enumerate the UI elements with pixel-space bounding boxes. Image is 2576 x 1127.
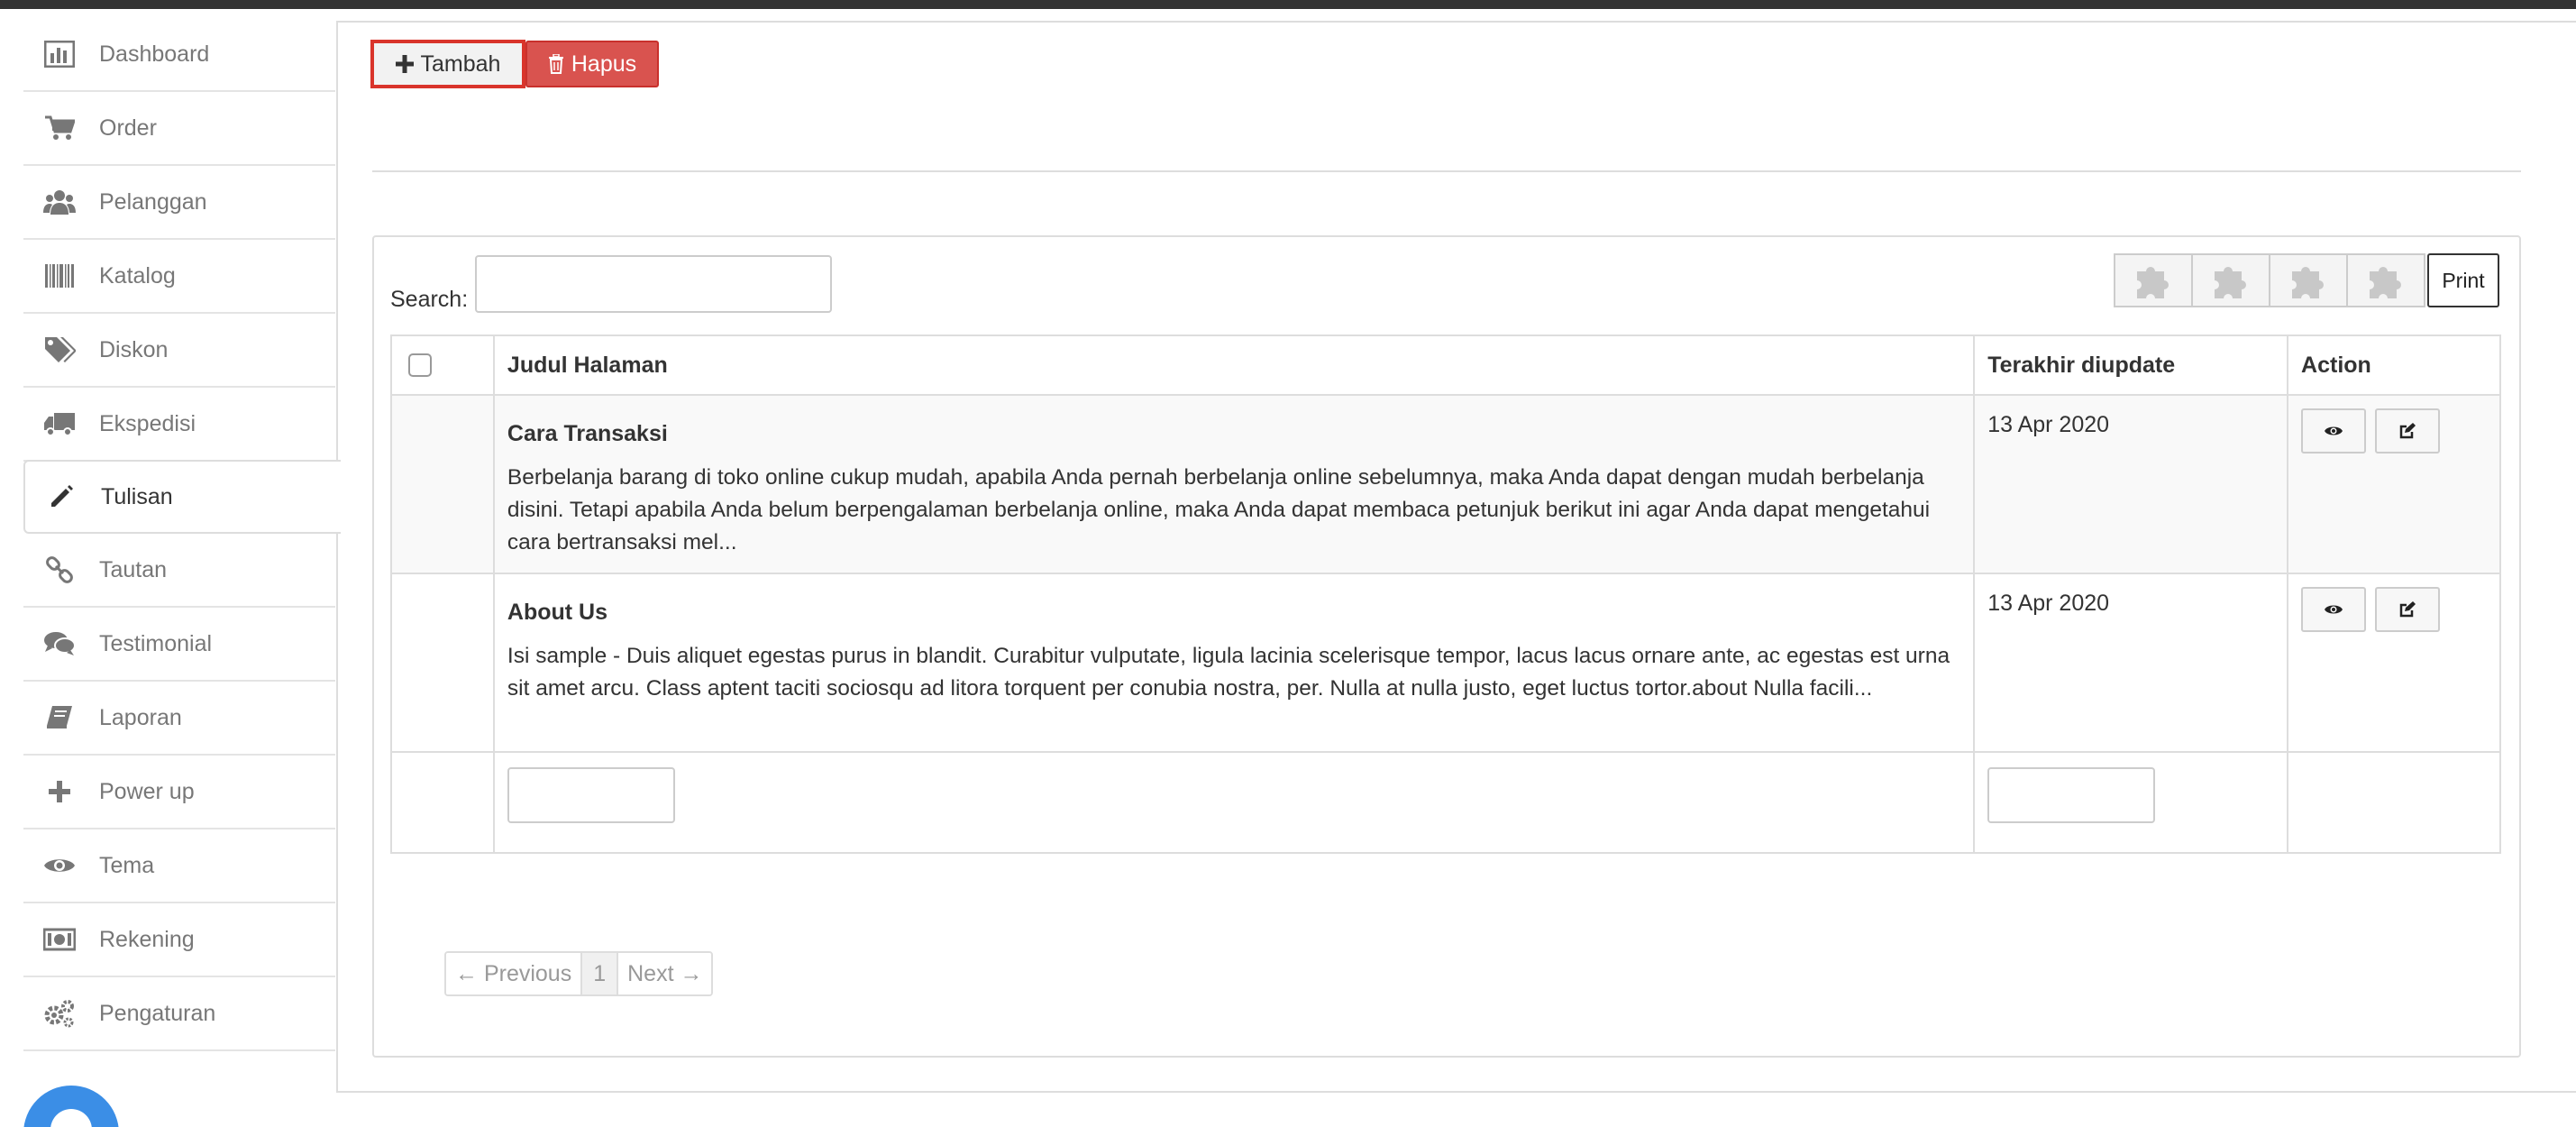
- puzzle-icon: [2287, 259, 2330, 302]
- eye-icon: [43, 849, 76, 882]
- gears-icon: [43, 997, 76, 1030]
- row-title-cell: [494, 395, 1974, 573]
- tags-icon: [43, 334, 76, 366]
- link-icon: [43, 554, 76, 586]
- edit-icon: [2398, 600, 2416, 618]
- header-updated[interactable]: Terakhir diupdate: [1974, 335, 2288, 395]
- money-icon: [43, 923, 76, 956]
- edit-button[interactable]: [2375, 408, 2440, 454]
- row-action-cell: [2288, 573, 2500, 752]
- sidebar-item-label: Rekening: [99, 926, 195, 952]
- tool-button-3[interactable]: [2269, 253, 2348, 307]
- sidebar-item-label: Tautan: [99, 556, 168, 582]
- sidebar-item-laporan[interactable]: [23, 682, 335, 756]
- view-button[interactable]: [2301, 587, 2366, 632]
- cart-icon: [43, 112, 76, 144]
- chat-launcher-button[interactable]: [23, 1086, 119, 1127]
- sidebar-item-pengaturan[interactable]: [23, 977, 335, 1051]
- print-button[interactable]: Print: [2427, 253, 2499, 307]
- row-title: Cara Transaksi: [507, 421, 668, 446]
- main-panel: [336, 21, 2576, 1093]
- sidebar-item-tulisan[interactable]: [23, 460, 341, 534]
- table-header-row: [391, 335, 2500, 395]
- bar-chart-icon: [43, 38, 76, 70]
- view-button[interactable]: [2301, 408, 2366, 454]
- sidebar-item-testimonial[interactable]: [23, 608, 335, 682]
- chat-icon: [50, 1109, 92, 1127]
- search-input[interactable]: [475, 255, 832, 313]
- row-check-cell: [391, 573, 494, 752]
- edit-button[interactable]: [2375, 587, 2440, 632]
- date-filter-input[interactable]: [1987, 767, 2155, 823]
- row-title-cell: [494, 573, 1974, 752]
- sidebar-item-label: Pelanggan: [99, 188, 207, 215]
- title-filter-input[interactable]: [507, 767, 675, 823]
- table-panel: [372, 235, 2521, 1058]
- pagination: [444, 951, 713, 996]
- row-date-cell: [1974, 573, 2288, 752]
- sidebar-item-label: Katalog: [99, 262, 176, 289]
- puzzle-icon: [2364, 259, 2407, 302]
- add-button[interactable]: [370, 40, 525, 88]
- sidebar-item-label: Laporan: [99, 704, 182, 730]
- barcode-icon: [43, 260, 76, 292]
- puzzle-icon: [2209, 259, 2252, 302]
- header-action: Action: [2288, 335, 2500, 395]
- add-button-label: Tambah: [420, 50, 501, 77]
- table-row: [391, 395, 2500, 573]
- row-check-cell: [391, 395, 494, 573]
- top-bar: [0, 0, 2576, 9]
- tool-button-4[interactable]: [2346, 253, 2425, 307]
- book-icon: [43, 701, 76, 734]
- sidebar-item-order[interactable]: [23, 92, 335, 166]
- sidebar-item-label: Pengaturan: [99, 1000, 216, 1026]
- sidebar-item-label: Testimonial: [99, 630, 213, 656]
- sidebar-item-dashboard[interactable]: [23, 18, 335, 92]
- row-updated: 13 Apr 2020: [1987, 591, 2110, 616]
- row-excerpt: Isi sample - Duis aliquet egestas purus in blandit. Curabitur vulputate, ligula lacinia scelerisque tempor, lacus lacus ornare ante, ac egestas est urna sit amet arcu. Class aptent taciti sociosqu ad litora torquent per conubia nostra, per. Nulla at nulla justo, eget luctus tortor.about Nulla facili...: [507, 644, 1950, 701]
- sidebar-item-power-up[interactable]: [23, 756, 335, 829]
- header-title[interactable]: Judul Halaman: [494, 335, 1974, 395]
- filter-check-cell: [391, 752, 494, 853]
- sidebar-nav: [23, 18, 335, 1051]
- filter-title-cell: [494, 752, 1974, 853]
- sidebar-item-label: Dashboard: [99, 41, 210, 67]
- sidebar-item-label: Order: [99, 115, 157, 141]
- eye-icon: [2324, 425, 2343, 437]
- filter-row: [391, 752, 2500, 853]
- tool-button-1[interactable]: [2114, 253, 2193, 307]
- search-label: Search:: [390, 287, 469, 312]
- row-excerpt: Berbelanja barang di toko online cukup mudah, apabila Anda pernah berbelanja online sebelumnya, maka Anda dapat dengan mudah berbelanja disini. Tetapi apabila Anda belum berpengalaman berbelanja online, maka Anda dapat membaca petunjuk berikut ini agar Anda dapat mengetahui cara bertransaksi mel...: [507, 465, 1931, 554]
- eye-icon: [2324, 603, 2343, 616]
- sidebar-item-label: Diskon: [99, 336, 169, 362]
- divider: [372, 170, 2521, 172]
- trash-icon: [548, 54, 564, 74]
- sidebar-item-rekening[interactable]: [23, 903, 335, 977]
- sidebar-item-tautan[interactable]: [23, 534, 335, 608]
- edit-icon: [2398, 422, 2416, 440]
- sidebar-item-pelanggan[interactable]: [23, 166, 335, 240]
- delete-button-label: Hapus: [571, 50, 637, 77]
- plus-icon: [396, 55, 414, 73]
- table-row: [391, 573, 2500, 752]
- sidebar-item-diskon[interactable]: [23, 314, 335, 388]
- page-1-button[interactable]: 1: [580, 953, 617, 994]
- pages-table: [390, 334, 2501, 854]
- row-title: About Us: [507, 600, 608, 625]
- delete-button[interactable]: [525, 41, 659, 87]
- row-action-cell: [2288, 395, 2500, 573]
- sidebar-item-label: Tema: [99, 852, 155, 878]
- row-date-cell: [1974, 395, 2288, 573]
- select-all-checkbox[interactable]: [408, 353, 432, 377]
- truck-icon: [43, 408, 76, 440]
- sidebar-item-tema[interactable]: [23, 829, 335, 903]
- select-all-cell: [391, 335, 494, 395]
- sidebar-item-label: Power up: [99, 778, 195, 804]
- table-tools: [2114, 253, 2499, 307]
- sidebar-item-label: Ekspedisi: [99, 410, 196, 436]
- filter-action-cell: [2288, 752, 2500, 853]
- puzzle-icon: [2132, 259, 2175, 302]
- plus-icon: [43, 775, 76, 808]
- tool-button-2[interactable]: [2191, 253, 2270, 307]
- sidebar-item-katalog[interactable]: [23, 240, 335, 314]
- sidebar-item-ekspedisi[interactable]: [23, 388, 335, 462]
- sidebar-item-label: Tulisan: [101, 483, 173, 509]
- previous-page-button[interactable]: ← Previous: [446, 953, 580, 994]
- filter-date-cell: [1974, 752, 2288, 853]
- next-page-button[interactable]: Next →: [617, 953, 711, 994]
- users-icon: [43, 186, 76, 218]
- row-updated: 13 Apr 2020: [1987, 412, 2110, 437]
- pencil-icon: [45, 481, 78, 513]
- comments-icon: [43, 628, 76, 660]
